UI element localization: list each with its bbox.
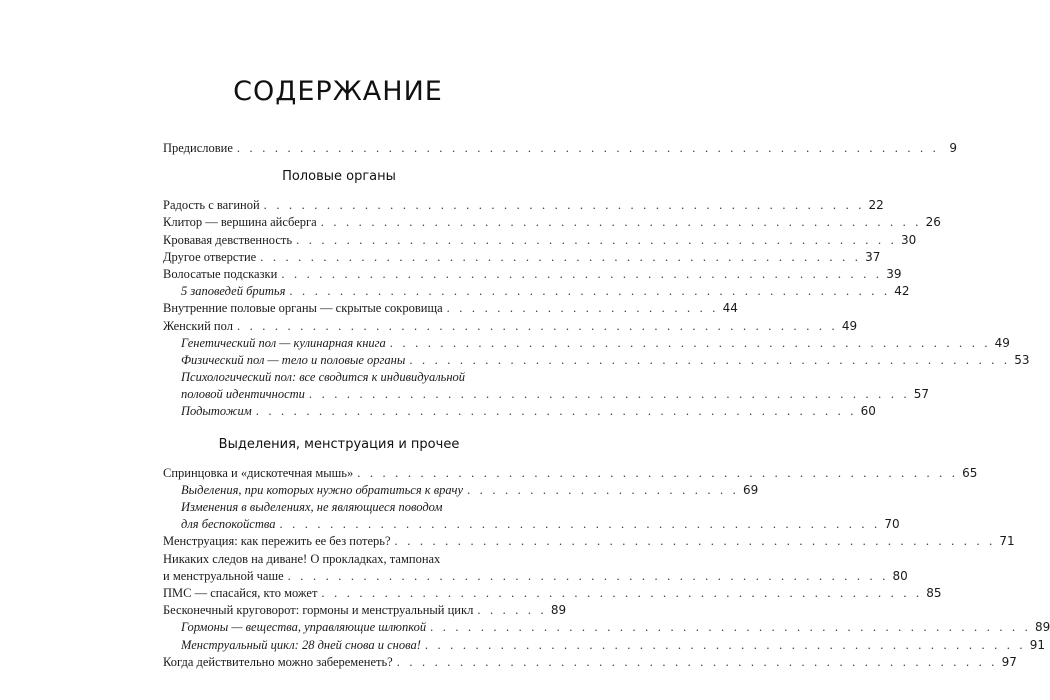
leader-dots: . . . . . . . . . . . . . . . . . . . . . . . . . . . . . . . . . . . . . . . . . . . . . . . .	[260, 249, 862, 264]
toc-entry-label: Никаких следов на диване! О прокладках, тампонах	[163, 551, 441, 566]
toc-entry-label: Психологический пол: все сводится к индивидуальной	[181, 370, 466, 385]
toc-entry-label: Бесконечный круговорот: гормоны и менструальный цикл	[163, 603, 474, 618]
toc-page-number: 65	[962, 465, 978, 480]
toc-entry-label: Физический пол — тело и половые органы	[181, 352, 406, 367]
toc-entry[interactable]	[163, 602, 567, 618]
leader-dots: . . . . . . . . . . . . . . . . . . . . . . . . . . . . . . . . . . . . . . . . . . . . . . . .	[236, 318, 838, 333]
toc-entry[interactable]	[163, 585, 942, 601]
toc-entry-label: Другое отверстие	[163, 249, 257, 264]
toc-entry-label: Внутренние половые органы — скрытые сокровища	[163, 301, 443, 316]
toc-page-number: 57	[913, 387, 930, 402]
toc-subentry-first-line[interactable]	[163, 499, 515, 515]
toc-page-number: 89	[550, 603, 567, 618]
leader-dots: . . . . . . . . . . . . . . . . . . . . . .	[446, 301, 719, 316]
toc-subentry[interactable]	[163, 637, 1046, 653]
toc-subentry[interactable]	[163, 386, 930, 402]
toc-entry-label: Волосатые подсказки	[163, 266, 278, 281]
toc-entry-label: Менструальный цикл: 28 дней снова и снова!	[181, 637, 421, 652]
toc-entry-label: Менструация: как пережить ее без потерь?	[163, 534, 391, 549]
leader-dots: . . . . . . . . . . . . . . . . . . . . . . . . . . . . . . . . . . . . . . . . . . . . . . . .	[296, 232, 897, 247]
toc-entry[interactable]	[163, 197, 884, 213]
toc-page-number: 44	[722, 301, 738, 316]
toc-page-number: 91	[1029, 637, 1046, 652]
toc-entry-label: Предисловие	[163, 141, 233, 155]
leader-dots: . . . . . . . . . . . . . . . . . . . . . . . . . . . . . . . . . . . . . . . . . . . . . . . .	[279, 517, 881, 532]
leader-dots: . . . . . . . . . . . . . . . . . . . . . . . . . . . . . . . . . . . . . . . . . . . . . . . .	[289, 284, 891, 299]
toc-entry-preface[interactable]	[163, 140, 957, 156]
leader-dots: . . . . . . . . . . . . . . . . . . . . . . . . . . . . . . . . . . . . . . . . . . . . . . . .	[396, 654, 998, 669]
leader-dots: . . . . . . . . . . . . . . . . . . . . . . . . . . . . . . . . . . . . . . . . . . . . . . . .	[308, 387, 910, 402]
leader-dots: . . . . . . . . . . . . . . . . . . . . . . . . . . . . . . . . . . . . . . . . . . . . . . . .	[281, 266, 883, 281]
leader-dots: . . . . . . . . . . . . . . . . . . . . . . . . . . . . . . . . . . . . . . . . . . . . . . . .	[287, 568, 889, 583]
toc-entry-label: Спринцовка и «дискотечная мышь»	[163, 465, 354, 480]
toc-subentry[interactable]	[163, 516, 900, 532]
leader-dots: . . . . . . . . . . . . . . . . . . . . . . . . . . . . . . . . . . . . . . . . . . . . . . . .	[409, 352, 1011, 367]
toc-entry-label: и менструальной чаше	[163, 568, 284, 583]
toc-entry[interactable]	[163, 232, 917, 248]
leader-dots: . . . . . . . . . . . . . . . . . . . . . .	[467, 482, 740, 497]
leader-dots: . . . . . . . . . . . . . . . . . . . . . . . . . . . . . . . . . . . . . . . . . . . . . . . . . . . . . . . .	[236, 141, 939, 155]
toc-page-number: 80	[892, 568, 908, 583]
leader-dots: . . . . . . . . . . . . . . . . . . . . . . . . . . . . . . . . . . . . . . . . . . . . . . . .	[430, 620, 1031, 635]
toc-page-number: 53	[1014, 352, 1030, 367]
toc-entry-label: Генетический пол — кулинарная книга	[181, 335, 386, 350]
toc-entry-label: Гормоны — вещества, управляющие шлюпкой	[181, 620, 427, 635]
leader-dots: . . . . . . . . . . . . . . . . . . . . . . . . . . . . . . . . . . . . . . . . . . . . . . . .	[320, 215, 922, 230]
toc-entry[interactable]	[163, 568, 908, 584]
toc-entry[interactable]	[163, 654, 1017, 670]
toc-entry-label: Радость с вагиной	[163, 198, 260, 213]
toc-entry-label: Выделения, при которых нужно обратиться к врачу	[181, 482, 464, 497]
toc-page-number: 9	[949, 141, 957, 155]
toc-page-number: 39	[886, 266, 902, 281]
leader-dots: . . . . . . . . . . . . . . . . . . . . . . . . . . . . . . . . . . . . . . . . . . . . . . . .	[263, 198, 865, 213]
page-title: СОДЕРЖАНИЕ	[233, 76, 443, 107]
toc-page-number: 30	[900, 232, 917, 247]
toc-subentry[interactable]	[163, 482, 759, 498]
section-heading-discharge: Выделения, менструация и прочее	[218, 436, 460, 452]
toc-entry-label: 5 заповедей бритья	[181, 284, 286, 299]
toc-page-number: 22	[868, 198, 884, 213]
leader-dots: . . . . . . . . . . . . . . . . . . . . . . . . . . . . . . . . . . . . . . . . . . . . . . . .	[394, 534, 996, 549]
toc-entry-label: для беспокойства	[181, 517, 276, 532]
toc-page-number: 49	[841, 318, 858, 333]
toc-page-number: 71	[999, 534, 1015, 549]
toc-page-number: 60	[860, 404, 876, 419]
toc-page-number: 37	[865, 249, 881, 264]
toc-page-number: 49	[994, 335, 1010, 350]
toc-entry[interactable]	[163, 465, 978, 481]
table-of-contents	[163, 140, 1050, 671]
toc-entry[interactable]	[163, 266, 902, 282]
toc-entry-first-line[interactable]	[163, 551, 515, 567]
toc-entry-label: Изменения в выделениях, не являющиеся поводом	[181, 500, 443, 514]
toc-entry-label: Женский пол	[163, 318, 233, 333]
toc-entry-label: Клитор — вершина айсберга	[163, 215, 317, 230]
toc-entry[interactable]	[163, 318, 858, 334]
toc-page-number: 97	[1001, 654, 1017, 669]
toc-page-number: 89	[1034, 620, 1050, 635]
toc-entry-label: Кровавая девственность	[163, 232, 293, 247]
leader-dots: . . . . . . . . . . . . . . . . . . . . . . . . . . . . . . . . . . . . . . . . . . . . . . . .	[389, 335, 991, 350]
toc-entry-label: Подытожим	[181, 404, 252, 419]
toc-page-number: 70	[884, 517, 900, 532]
leader-dots: . . . . . . . . . . . . . . . . . . . . . . . . . . . . . . . . . . . . . . . . . . . . . . . .	[255, 404, 857, 419]
toc-subentry[interactable]	[163, 283, 910, 299]
toc-entry[interactable]	[163, 533, 1015, 549]
leader-dots: . . . . . . . . . . . . . . . . . . . . . . . . . . . . . . . . . . . . . . . . . . . . . . . .	[424, 637, 1026, 652]
leader-dots: . . . . . . . . . . . . . . . . . . . . . . . . . . . . . . . . . . . . . . . . . . . . . . . .	[357, 465, 959, 480]
toc-subentry-first-line[interactable]	[163, 369, 515, 385]
toc-entry[interactable]	[163, 300, 738, 316]
toc-page-number: 85	[926, 585, 942, 600]
toc-entry[interactable]	[163, 249, 881, 265]
toc-subentry[interactable]	[163, 619, 1050, 635]
toc-page-number: 42	[894, 284, 910, 299]
section-heading-genitals: Половые органы	[282, 169, 396, 185]
toc-entry[interactable]	[163, 214, 941, 230]
toc-subentry[interactable]	[163, 335, 1010, 351]
toc-page-number: 69	[743, 482, 759, 497]
leader-dots: . . . . . .	[477, 603, 547, 618]
toc-entry-label: Когда действительно можно забеременеть?	[163, 654, 393, 669]
toc-subentry[interactable]	[163, 403, 876, 419]
toc-entry-label: ПМС — спасайся, кто может	[163, 585, 318, 600]
toc-page-number: 26	[925, 215, 941, 230]
toc-entry-label: половой идентичности	[181, 387, 305, 402]
leader-dots: . . . . . . . . . . . . . . . . . . . . . . . . . . . . . . . . . . . . . . . . . . . . . . . .	[321, 585, 923, 600]
toc-subentry[interactable]	[163, 352, 1030, 368]
